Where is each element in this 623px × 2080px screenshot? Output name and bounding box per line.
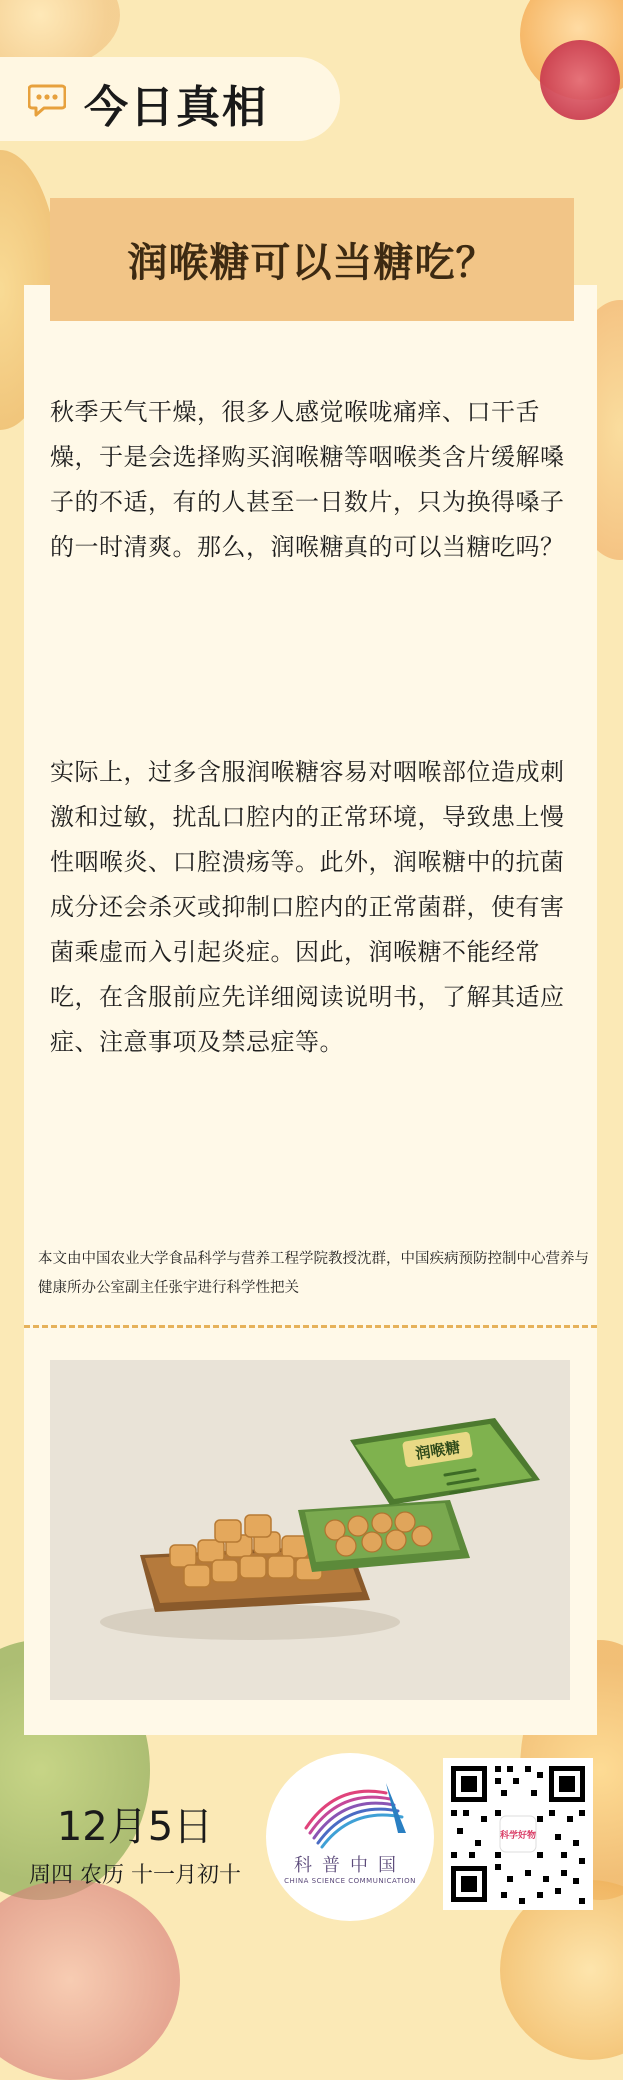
article-title: 润喉糖可以当糖吃？ xyxy=(127,240,497,286)
article-paragraph: 秋季天气干燥，很多人感觉喉咙痛痒、口干舌燥，于是会选择购买润喉糖等咽喉类含片缓解嗓子的不适，有的人甚至一日数片，只为换得嗓子的一时清爽。那么，润喉糖真的可以当糖吃吗？ xyxy=(50,398,565,561)
header-title: 今日真相 xyxy=(84,82,268,133)
throat-lozenge-illustration xyxy=(50,1360,570,1700)
logo-wave-icon xyxy=(266,1753,434,1853)
dashed-divider xyxy=(24,1325,597,1328)
qr-code[interactable] xyxy=(443,1758,593,1910)
qr-center-badge: 科学好物 xyxy=(499,1831,537,1841)
qr-code-icon xyxy=(443,1758,593,1910)
expert-credit: 本文由中国农业大学食品科学与营养工程学院教授沈群，中国疾病预防控制中心营养与健康所办公室副主任张宇进行科学性把关 xyxy=(38,1251,589,1296)
title-banner xyxy=(50,198,574,321)
date: 12月5日 xyxy=(56,1804,214,1850)
kepu-china-logo xyxy=(266,1753,434,1921)
logo-english-text: CHINA SCIENCE COMMUNICATION xyxy=(284,1877,416,1885)
tin-label: 润喉糖 xyxy=(414,1438,462,1463)
logo-chinese-text: 科普中国 xyxy=(294,1855,406,1876)
lozenge-tin-image xyxy=(50,1360,570,1700)
background-raspberry-decoration xyxy=(540,40,620,120)
weekday-lunar-date: 周四 农历 十一月初十 xyxy=(29,1863,241,1888)
header-banner xyxy=(0,57,340,141)
chat-bubble-icon xyxy=(28,83,66,117)
article-paragraph: 实际上，过多含服润喉糖容易对咽喉部位造成刺激和过敏，扰乱口腔内的正常环境，导致患上慢性咽喉炎、口腔溃疡等。此外，润喉糖中的抗菌成分还会杀灭或抑制口腔内的正常菌群，使有害菌乘虚而入引起炎症。因此，润喉糖不能经常吃，在含服前应先详细阅读说明书，了解其适应症、注意事项及禁忌症等。 xyxy=(50,758,565,1056)
background-dessert-decoration xyxy=(0,1880,180,2080)
